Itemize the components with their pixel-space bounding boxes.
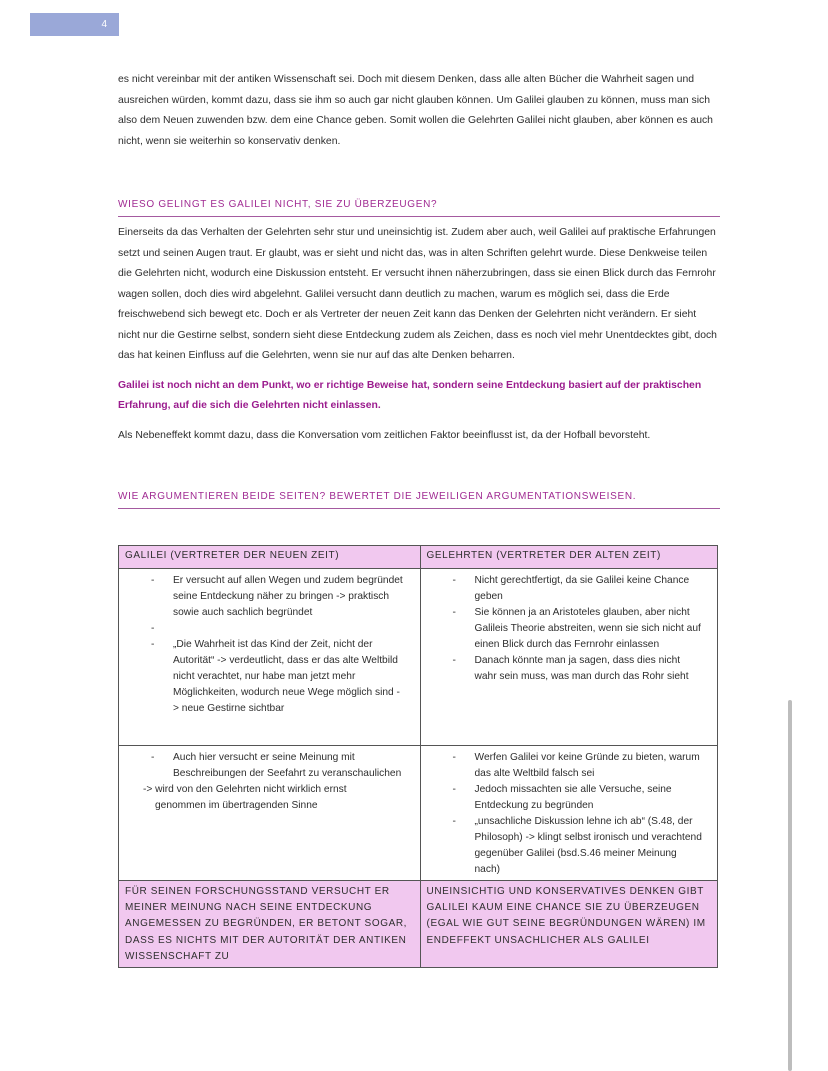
summary-right-cell: UNEINSICHTIG UND KONSERVATIVES DENKEN GIBT GALILEI KAUM EINE CHANCE SIE ZU ÜBERZEUGEN (EGAL WIE GUT SEINE BEGRÜNDUNGEN WÄREN) IM ENDEFFEKT UNSACHLICHER ALS GALILEI	[420, 881, 717, 968]
section1-paragraph: Einerseits da das Verhalten der Gelehrten sehr stur und uneinsichtig ist. Zudem aber auch, weil Galilei auf praktische Erfahrungen setzt und seinen Augen traut. Er glaubt, was er sieht und nicht das, was in alten Schriften gelehrt wurde. Diese Denkweise teilen die Gelehrten nicht, wodurch eine Diskussion entsteht. Er versucht ihnen näherzubringen, dass sie einen Blick durch das Fernrohr wagen sollen, doch dies wird abgelehnt. Galilei versucht dann deutlich zu machen, warum es möglich sei, dass die Erde freischwebend sich bewegt etc. Doch er als Vertreter der neuen Zeit kann das Denken der Gelehrten nicht verändern. Er sieht nicht nur die Gestirne selbst, sondern sieht diese Entdeckung zudem als Zeichen, dass es noch viel mehr Unentdecktes gibt, doch das hat keinen Einfluss auf die Gelehrten, wenn sie nur auf das alte Denken beharren.	[118, 227, 717, 361]
highlight-paragraph: Galilei ist noch nicht an dem Punkt, wo er richtige Beweise hat, sondern seine Entdeckung basiert auf der praktischen Erfahrung, auf die sich die Gelehrten nicht einlassen.	[118, 379, 702, 411]
page-number: 4	[101, 19, 107, 30]
header-gelehrten: GELEHRTEN (VERTRETER DER ALTEN ZEIT)	[420, 546, 717, 569]
document-content	[118, 70, 720, 968]
list-item: - Sie können ja an Aristoteles glauben, aber nicht Galileis Theorie abstreiten, wenn sie sich nicht auf einen Blick durch das Fernrohr einlassen	[427, 605, 711, 653]
table-summary-row	[119, 881, 718, 968]
row2-right-cell	[420, 746, 717, 881]
table-row	[119, 746, 718, 881]
row2-left-cell	[119, 746, 421, 881]
list-item: - Nicht gerechtfertigt, da sie Galilei keine Chance geben	[427, 573, 711, 605]
list-item: - Danach könnte man ja sagen, dass dies nicht wahr sein muss, was man durch das Rohr sieht	[427, 653, 711, 685]
list-item: - Werfen Galilei vor keine Gründe zu bieten, warum das alte Weltbild falsch sei	[427, 750, 711, 782]
list-item: - Auch hier versucht er seine Meinung mit Beschreibungen der Seefahrt zu veranschaulichen	[125, 750, 414, 782]
vertical-scrollbar[interactable]	[788, 700, 792, 1071]
row2-left-line: genommen im übertragenden Sinne	[155, 800, 318, 811]
section-heading-why: WIESO GELINGT ES GALILEI NICHT, SIE ZU ÜBERZEUGEN?	[118, 198, 720, 217]
row1-right-cell	[420, 569, 717, 746]
page-number-badge	[30, 13, 119, 36]
list-item	[125, 621, 414, 637]
list-item: - Jedoch missachten sie alle Versuche, seine Entdeckung zu begründen	[427, 782, 711, 814]
intro-paragraph: es nicht vereinbar mit der antiken Wissenschaft sei. Doch mit diesem Denken, dass alle alten Bücher die Wahrheit sagen und ausreichen würden, kommt dazu, dass sie ihm so auch gar nicht glauben können. Um Galilei glauben zu können, muss man sich also dem Neuen zuwenden bzw. dem eine Chance geben. Somit wollen die Gelehrten Galilei nicht glauben, aber können es auch nicht, wenn sie weiterhin so konservativ denken.	[118, 74, 713, 147]
table-row	[119, 569, 718, 746]
header-galilei: GALILEI (VERTRETER DER NEUEN ZEIT)	[119, 546, 421, 569]
row2-left-line: -> wird von den Gelehrten nicht wirklich ernst	[143, 784, 347, 795]
argument-table	[118, 545, 718, 968]
list-item: - „Die Wahrheit ist das Kind der Zeit, nicht der Autorität“ -> verdeutlicht, dass er das alte Weltbild nicht verachtet, nur habe man jetzt mehr Möglichkeiten, wodurch neue Wege möglich sind -> neue Gestirne sichtbar	[125, 637, 414, 717]
table-header-row	[119, 546, 718, 569]
row1-left-cell	[119, 569, 421, 746]
section-heading-how: WIE ARGUMENTIEREN BEIDE SEITEN? BEWERTET DIE JEWEILIGEN ARGUMENTATIONSWEISEN.	[118, 490, 720, 509]
note-paragraph: Als Nebeneffekt kommt dazu, dass die Konversation vom zeitlichen Faktor beeinflusst ist, da der Hofball bevorsteht.	[118, 429, 651, 441]
list-item: - „unsachliche Diskussion lehne ich ab“ (S.48, der Philosoph) -> klingt selbst ironisch und verachtend gegenüber Galilei (bsd.S.46 meiner Meinung nach)	[427, 814, 711, 878]
summary-left-cell: FÜR SEINEN FORSCHUNGSSTAND VERSUCHT ER MEINER MEINUNG NACH SEINE ENTDECKUNG ANGEMESSEN ZU BEGRÜNDEN, ER BETONT SOGAR, DASS ES NICHTS MIT DER AUTORITÄT DER ANTIKEN WISSENSCHAFT ZU	[119, 881, 421, 968]
list-item: - Er versucht auf allen Wegen und zudem begründet seine Entdeckung näher zu bringen -> praktisch sowie auch sachlich begründet	[125, 573, 414, 621]
